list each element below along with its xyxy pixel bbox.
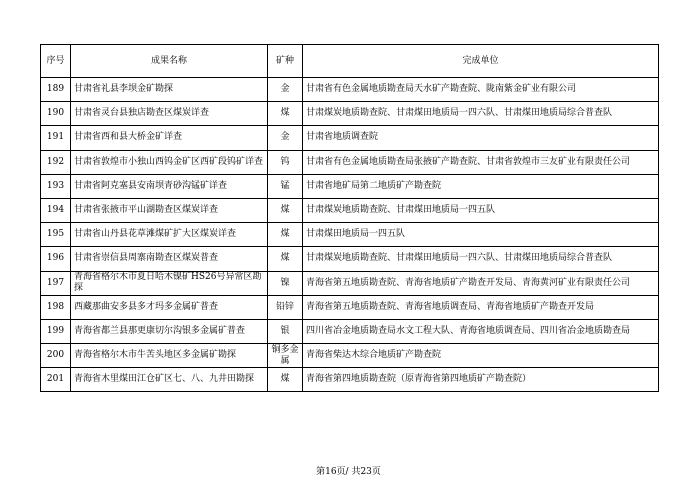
cell-mineral: 金 (268, 126, 303, 150)
cell-no: 191 (41, 126, 71, 150)
cell-no: 199 (41, 319, 71, 343)
cell-mineral: 煤 (268, 247, 303, 271)
results-table (40, 44, 659, 392)
cell-mineral: 煤 (268, 102, 303, 126)
cell-name: 青海省都兰县那更康切尔沟银多金属矿普查 (71, 319, 268, 343)
table-row (41, 150, 659, 174)
table-row (41, 223, 659, 247)
table-row (41, 247, 659, 271)
cell-unit: 青海省第四地质勘查院（原青海省第四地质矿产勘查院） (303, 368, 659, 392)
table-body (41, 78, 659, 392)
cell-unit: 甘肃煤田地质局一四五队 (303, 223, 659, 247)
table-row (41, 78, 659, 102)
page-number: 第16页/ 共23页 (316, 467, 381, 477)
cell-no: 194 (41, 198, 71, 222)
table-row (41, 271, 659, 295)
table-row (41, 344, 659, 368)
header-mineral: 矿种 (268, 45, 303, 78)
cell-name: 甘肃省灵台县独店勘查区煤炭详查 (71, 102, 268, 126)
cell-unit: 甘肃省地矿局第二地质矿产勘查院 (303, 174, 659, 198)
table-header-row (41, 45, 659, 78)
cell-name: 甘肃省阿克塞县安南坝青砂沟锰矿详查 (71, 174, 268, 198)
cell-name: 甘肃省山丹县花草滩煤矿扩大区煤炭详查 (71, 223, 268, 247)
cell-name: 甘肃省张掖市平山湖勘查区煤炭详查 (71, 198, 268, 222)
cell-mineral: 锰 (268, 174, 303, 198)
header-unit: 完成单位 (303, 45, 659, 78)
cell-mineral: 银 (268, 319, 303, 343)
table-row (41, 102, 659, 126)
cell-mineral: 煤 (268, 368, 303, 392)
table-row (41, 319, 659, 343)
cell-no: 190 (41, 102, 71, 126)
cell-unit: 甘肃省有色金属地质勘查局张掖矿产勘查院、甘肃省敦煌市三友矿业有限责任公司 (303, 150, 659, 174)
cell-no: 195 (41, 223, 71, 247)
header-no: 序号 (41, 45, 71, 78)
cell-unit: 甘肃煤炭地质勘查院、甘肃煤田地质局一四五队 (303, 198, 659, 222)
cell-no: 193 (41, 174, 71, 198)
cell-no: 198 (41, 295, 71, 319)
cell-name: 青海省格尔木市牛苦头地区多金属矿勘探 (71, 344, 268, 368)
cell-unit: 甘肃省地质调查院 (303, 126, 659, 150)
cell-no: 192 (41, 150, 71, 174)
cell-unit: 甘肃煤炭地质勘查院、甘肃煤田地质局一四六队、甘肃煤田地质局综合普查队 (303, 247, 659, 271)
cell-name: 青海省格尔木市夏日哈木镍矿HS26号异常区勘探 (71, 271, 268, 295)
table-row (41, 126, 659, 150)
table-row (41, 295, 659, 319)
table-row (41, 174, 659, 198)
cell-unit: 甘肃煤炭地质勘查院、甘肃煤田地质局一四六队、甘肃煤田地质局综合普查队 (303, 102, 659, 126)
cell-unit: 青海省第五地质勘查院、青海省地质矿产勘查开发局、青海黄河矿业有限责任公司 (303, 271, 659, 295)
cell-unit: 四川省冶金地质勘查局水文工程大队、青海省地质调查局、四川省冶金地质勘查局 (303, 319, 659, 343)
cell-name: 青海省木里煤田江仓矿区七、八、九井田勘探 (71, 368, 268, 392)
cell-name: 甘肃省西和县大桥金矿详查 (71, 126, 268, 150)
cell-mineral: 煤 (268, 223, 303, 247)
cell-mineral: 铜多金属 (268, 344, 303, 368)
cell-name: 甘肃省敦煌市小独山西钨金矿区西矿段钨矿详查 (71, 150, 268, 174)
table-row (41, 198, 659, 222)
cell-no: 200 (41, 344, 71, 368)
cell-unit: 青海省柴达木综合地质矿产勘查院 (303, 344, 659, 368)
cell-unit: 青海省第五地质勘查院、青海省地质调查局、青海省地质矿产勘查开发局 (303, 295, 659, 319)
cell-mineral: 镍 (268, 271, 303, 295)
header-name: 成果名称 (71, 45, 268, 78)
cell-mineral: 铅锌 (268, 295, 303, 319)
cell-mineral: 金 (268, 78, 303, 102)
cell-no: 196 (41, 247, 71, 271)
cell-name: 西藏那曲安多县多才玛多金属矿普查 (71, 295, 268, 319)
cell-no: 201 (41, 368, 71, 392)
cell-mineral: 钨 (268, 150, 303, 174)
cell-name: 甘肃省礼县李坝金矿勘探 (71, 78, 268, 102)
cell-unit: 甘肃省有色金属地质勘查局天水矿产勘查院、陇南紫金矿业有限公司 (303, 78, 659, 102)
cell-name: 甘肃省崇信县周寨南勘查区煤炭普查 (71, 247, 268, 271)
cell-mineral: 煤 (268, 198, 303, 222)
cell-no: 197 (41, 271, 71, 295)
cell-no: 189 (41, 78, 71, 102)
table-row (41, 368, 659, 392)
